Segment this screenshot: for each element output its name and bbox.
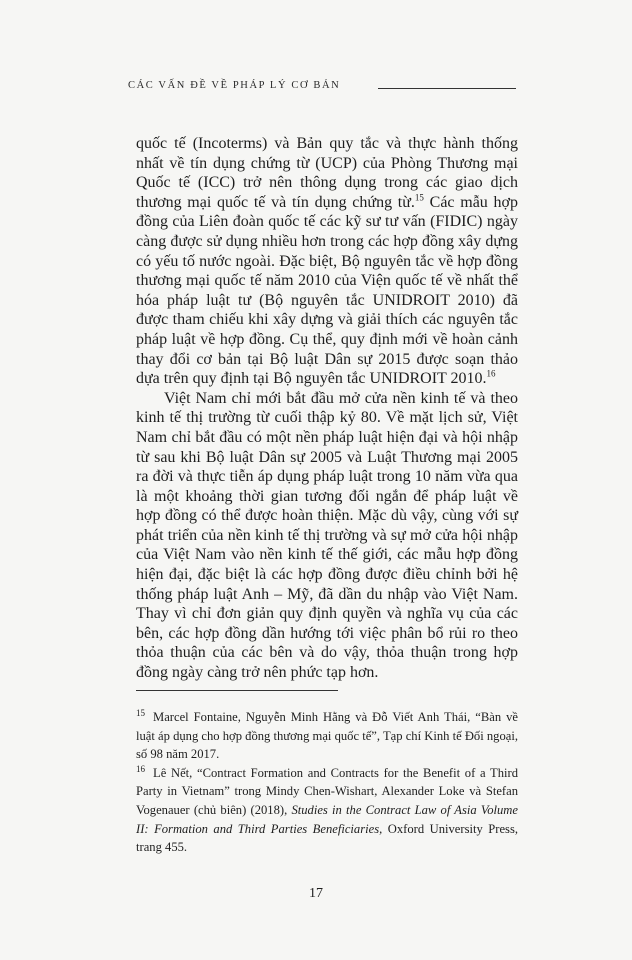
footnote-number: 15 [136, 707, 145, 718]
paragraph-1-part-b: Các mẫu hợp đồng của Liên đoàn quốc tế các kỹ sư tư vấn (FIDIC) ngày càng được sử dụng nhiều hơn trong các hợp đồng xây dựng có yếu tố nước ngoài. Đặc biệt, Bộ nguyên tắc về hợp đồng thương mại quốc tế năm 2010 của Viện quốc tế về nhất thể hóa pháp luật tư (Bộ nguyên tắc UNIDROIT 2010) đã được tham chiếu khi xây dựng và giải thích các nguyên tắc pháp luật về hợp đồng. Cụ thể, quy định mới về hoàn cảnh thay đổi cơ bản tại Bộ luật Dân sự 2015 được soạn thảo dựa trên quy định tại Bộ nguyên tắc UNIDROIT 2010. [136, 193, 518, 388]
footnotes [136, 708, 518, 857]
footnote-text: Marcel Fontaine, Nguyễn Minh Hằng và Đỗ Viết Anh Thái, “Bàn về luật áp dụng cho hợp đồng thương mại quốc tế”, Tạp chí Kinh tế Đối ngoại, số 98 năm 2017. [136, 710, 518, 762]
paragraph-1-part-a: quốc tế (Incoterms) và Bản quy tắc và thực hành thống nhất về tín dụng chứng từ (UCP) của Phòng Thương mại Quốc tế (ICC) trở nên thông dụng trong các giao dịch thương mại quốc tế và tín dụng chứng từ. [136, 135, 518, 211]
footnote-ref-16[interactable]: 16 [486, 368, 496, 379]
footnote-ref-15[interactable]: 15 [414, 192, 424, 203]
footnote-rule [136, 690, 338, 691]
footnote-15 [136, 708, 518, 764]
main-text [136, 134, 518, 683]
footnote-number: 16 [136, 763, 145, 774]
paragraph-1 [136, 134, 518, 389]
page-number: 17 [309, 886, 323, 901]
header-rule [378, 88, 516, 89]
footnote-16 [136, 764, 518, 857]
paragraph-2: Việt Nam chỉ mới bắt đầu mở cửa nền kinh tế và theo kinh tế thị trường từ cuối thập kỷ 80. Về mặt lịch sử, Việt Nam chỉ bắt đầu có một nền pháp luật hiện đại và hội nhập từ sau khi Bộ luật Dân sự 2005 và Luật Thương mại 2005 ra đời và thực tiễn áp dụng pháp luật trong 10 năm vừa qua là một khoảng thời gian tương đối ngắn để pháp luật về hợp đồng có thể được hoàn thiện. Mặc dù vậy, cùng với sự phát triển của nền kinh tế thị trường và sự mở cửa hội nhập của Việt Nam vào nền kinh tế thế giới, các mẫu hợp đồng hiện đại, đặc biệt là các hợp đồng được điều chỉnh bởi hệ thống pháp luật Anh – Mỹ, đã dần du nhập vào Việt Nam. Thay vì chỉ đơn giản quy định quyền và nghĩa vụ của các bên, các hợp đồng dần hướng tới việc phân bổ rủi ro theo thỏa thuận của các bên và do vậy, thỏa thuận trong hợp đồng ngày càng trở nên phức tạp hơn. [136, 389, 518, 682]
footnote-book-title: Studies in the Contract Law of Asia Volume II: Formation and Third Parties Beneficiaries, [136, 802, 518, 836]
footnote-text: Lê Nết, “Contract Formation and Contracts for the Benefit of a Third Party in Vietnam” trong Mindy Chen-Wishart, Alexander Loke và Stefan Vogenauer (chủ biên) (2018), [136, 765, 518, 817]
running-header: CÁC VẤN ĐỀ VỀ PHÁP LÝ CƠ BẢN [128, 80, 341, 91]
footnote-text-tail: Oxford University Press, trang 455. [136, 821, 518, 855]
